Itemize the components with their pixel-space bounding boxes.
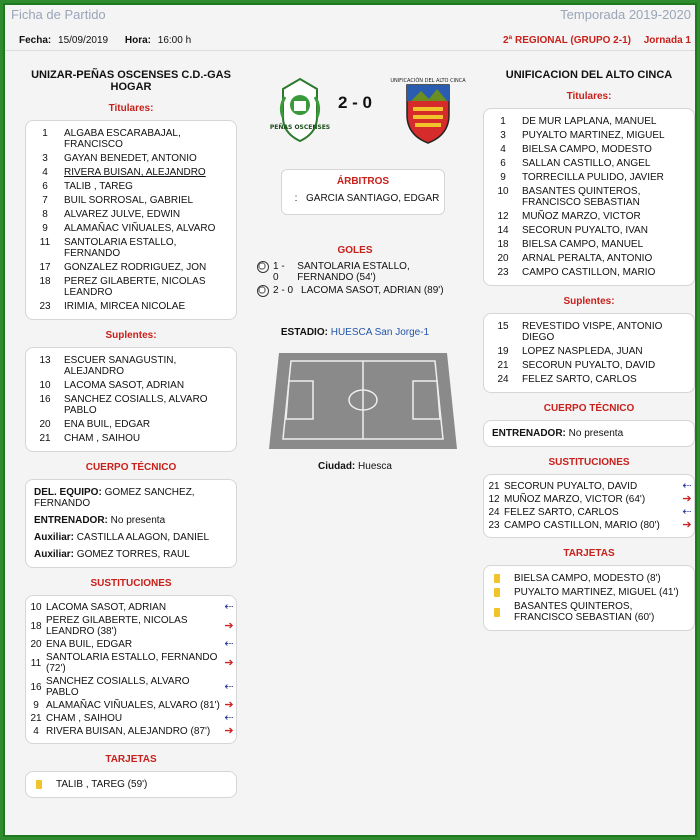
player-number: 7 (42, 195, 48, 206)
staff-row (26, 529, 236, 546)
away-team-name: UNIFICACION DEL ALTO CINCA (505, 69, 673, 81)
player-number: 9 (42, 223, 48, 234)
substitution-row (26, 726, 236, 737)
substitution-row (26, 639, 236, 650)
away-staff-list (483, 420, 695, 447)
sub-number: 23 (488, 520, 500, 531)
home-staff-title: CUERPO TÉCNICO (85, 462, 177, 473)
staff-name: No presenta (110, 515, 166, 526)
sub-name: PEREZ GILABERTE, NICOLAS LEANDRO (38') (46, 615, 188, 637)
goal-scorer: LACOMA SASOT, ADRIAN (89') (301, 285, 444, 296)
yellow-card-icon (494, 588, 500, 597)
player-number: 6 (42, 181, 48, 192)
sub-name: LACOMA SASOT, ADRIAN (46, 602, 167, 613)
away-staff-title: CUERPO TÉCNICO (543, 403, 635, 414)
substitution-row (26, 700, 236, 711)
player-number: 16 (39, 394, 51, 405)
arrow-right-icon: ➔ (224, 725, 234, 737)
player-name: TORRECILLA PULIDO, JAVIER (522, 172, 664, 183)
sub-name: ENA BUIL, EDGAR (46, 639, 133, 650)
player-name: RIVERA BUISAN, ALEJANDRO (64, 167, 206, 178)
player-name: LACOMA SASOT, ADRIAN (64, 380, 185, 391)
player-name: FELEZ SARTO, CARLOS (522, 374, 637, 385)
home-subs-list (25, 347, 237, 452)
staff-name: GOMEZ SANCHEZ, FERNANDO (34, 487, 195, 509)
home-changes-list (25, 595, 237, 744)
substitution-row (26, 602, 236, 613)
player-row[interactable] (26, 223, 236, 234)
player-number: 23 (497, 267, 509, 278)
player-name: BIELSA CAMPO, MANUEL (522, 239, 644, 250)
sub-name: FELEZ SARTO, CARLOS (504, 507, 619, 518)
sub-name: SANTOLARIA ESTALLO, FERNANDO (72') (46, 652, 218, 674)
time-value: 16:00 h (157, 35, 192, 46)
stadium-label: ESTADIO: (280, 327, 328, 338)
sub-name: ALAMAÑAC VIÑUALES, ALVARO (81') (46, 700, 220, 711)
arrow-right-icon: ➔ (224, 619, 234, 632)
arrow-right-icon: ➔ (682, 493, 692, 505)
round-label: Jornada 1 (643, 35, 691, 46)
goals-list (255, 259, 455, 299)
player-name: ARNAL PERALTA, ANTONIO (522, 253, 653, 264)
stadium-row (255, 327, 455, 338)
substitution-row (26, 652, 236, 674)
staff-row (26, 546, 236, 563)
date-label: Fecha: (19, 35, 52, 46)
home-team-logo (269, 77, 331, 145)
player-number: 10 (39, 380, 51, 391)
referee-prefix: : (294, 193, 298, 204)
sub-number: 20 (30, 639, 42, 650)
date-value: 15/09/2019 (58, 35, 109, 46)
goals-title: GOLES (337, 245, 373, 256)
substitution-row (26, 615, 236, 637)
player-name: SALLAN CASTILLO, ANGEL (522, 158, 651, 169)
date-time (19, 35, 191, 46)
player-number: 19 (497, 346, 509, 357)
player-number: 8 (42, 209, 48, 220)
player-row[interactable] (484, 239, 694, 250)
player-name: BIELSA CAMPO, MODESTO (522, 144, 652, 155)
card-player: BIELSA CAMPO, MODESTO (8') (514, 573, 661, 584)
player-number: 4 (42, 167, 48, 178)
player-number: 1 (500, 116, 506, 127)
sub-number: 21 (30, 713, 42, 724)
player-row[interactable] (26, 262, 236, 273)
sub-name: SANCHEZ COSIALLS, ALVARO PABLO (46, 676, 190, 698)
city-value: Huesca (358, 461, 392, 472)
card-row (484, 587, 694, 598)
home-cards-list (25, 771, 237, 798)
player-row[interactable] (26, 209, 236, 220)
goal-row (255, 261, 455, 283)
player-name: PEREZ GILABERTE, NICOLAS LEANDRO (64, 276, 206, 298)
substitution-row (484, 494, 694, 505)
pitch-image (269, 353, 457, 449)
player-number: 9 (500, 172, 506, 183)
player-row[interactable] (484, 321, 694, 343)
yellow-card-icon (494, 608, 500, 617)
player-row[interactable] (484, 130, 694, 141)
sub-name: CHAM , SAIHOU (46, 713, 123, 724)
away-team-column (483, 57, 695, 631)
player-number: 21 (497, 360, 509, 371)
player-name: PUYALTO MARTINEZ, MIGUEL (522, 130, 665, 141)
arrow-left-icon: ⇠ (224, 680, 234, 693)
player-row[interactable] (484, 144, 694, 155)
goal-row (255, 285, 455, 297)
player-row[interactable] (484, 158, 694, 169)
competition-name: 2ª REGIONAL (GRUPO 2-1) (502, 35, 631, 46)
player-name: ALGABA ESCARABAJAL, FRANCISCO (64, 128, 181, 150)
player-number: 20 (39, 419, 51, 430)
player-name: LOPEZ NASPLEDA, JUAN (522, 346, 643, 357)
player-row[interactable] (26, 195, 236, 206)
home-starters-list (25, 120, 237, 320)
home-logo-text: PEÑAS OSCENSES (269, 124, 331, 131)
staff-role: ENTRENADOR: (492, 428, 566, 439)
soccer-ball-icon (257, 261, 269, 273)
player-name: TALIB , TAREG (64, 181, 133, 192)
player-row[interactable] (484, 374, 694, 385)
sub-number: 10 (30, 602, 42, 613)
player-row[interactable] (26, 276, 236, 298)
player-name: ENA BUIL, EDGAR (64, 419, 151, 430)
sub-number: 21 (488, 481, 500, 492)
away-subs-title: Suplentes: (563, 296, 615, 307)
player-row[interactable] (484, 211, 694, 222)
away-logo-text: UNIFICACIÓN DEL ALTO CINCA (390, 78, 466, 84)
player-name: IRIMIA, MIRCEA NICOLAE (64, 301, 186, 312)
player-name: ALAMAÑAC VIÑUALES, ALVARO (64, 223, 216, 234)
player-name: BASANTES QUINTEROS, FRANCISCO SEBASTIAN (522, 186, 641, 208)
player-row[interactable] (484, 253, 694, 264)
sub-name: MUÑOZ MARZO, VICTOR (64') (504, 494, 646, 505)
substitution-row (26, 713, 236, 724)
time-label: Hora: (124, 35, 151, 46)
away-cards-list (483, 565, 695, 631)
player-name: ALVAREZ JULVE, EDWIN (64, 209, 181, 220)
player-number: 20 (497, 253, 509, 264)
arrow-left-icon: ⇠ (682, 506, 692, 518)
player-row[interactable] (26, 419, 236, 430)
away-team-logo (390, 75, 466, 145)
sub-number: 24 (488, 507, 500, 518)
away-changes-list (483, 474, 695, 538)
staff-role: DEL. EQUIPO: (34, 487, 102, 498)
goal-score: 2 - 0 (273, 285, 294, 296)
away-cards-title: TARJETAS (563, 548, 615, 559)
player-name: SECORUN PUYALTO, IVAN (522, 225, 648, 236)
player-number: 24 (497, 374, 509, 385)
player-name: SANCHEZ COSIALLS, ALVARO PABLO (64, 394, 208, 416)
player-row[interactable] (26, 433, 236, 444)
player-name: GONZALEZ RODRIGUEZ, JON (64, 262, 207, 273)
page-title: Ficha de Partido (11, 7, 106, 22)
away-starters-title: Titulares: (566, 91, 612, 102)
player-number: 18 (497, 239, 509, 250)
arrow-right-icon: ➔ (224, 656, 234, 669)
player-number: 13 (39, 355, 51, 366)
player-name: SANTOLARIA ESTALLO, FERNANDO (64, 237, 177, 259)
card-player: BASANTES QUINTEROS, FRANCISCO SEBASTIAN (60') (514, 601, 655, 623)
player-number: 14 (497, 225, 509, 236)
staff-row (484, 425, 694, 442)
player-number: 6 (500, 158, 506, 169)
player-row[interactable] (26, 153, 236, 164)
sub-name: RIVERA BUISAN, ALEJANDRO (87') (46, 726, 211, 737)
arrow-left-icon: ⇠ (682, 480, 692, 492)
card-row (26, 779, 236, 790)
player-number: 3 (42, 153, 48, 164)
city-label: Ciudad: (318, 461, 356, 472)
home-subs-title: Suplentes: (105, 330, 157, 341)
match-info-bar (5, 29, 695, 51)
sub-name: CAMPO CASTILLON, MARIO (80') (504, 520, 660, 531)
substitution-row (484, 507, 694, 518)
sub-number: 9 (33, 700, 39, 711)
player-number: 11 (39, 237, 51, 248)
substitution-row (26, 676, 236, 698)
player-name: BUIL SORROSAL, GABRIEL (64, 195, 194, 206)
substitution-row (484, 520, 694, 531)
player-name: SECORUN PUYALTO, DAVID (522, 360, 656, 371)
arrow-left-icon: ⇠ (224, 712, 234, 724)
card-row (484, 601, 694, 623)
staff-name: CASTILLA ALAGON, DANIEL (76, 532, 210, 543)
player-number: 3 (500, 130, 506, 141)
player-row[interactable] (26, 380, 236, 391)
player-row[interactable] (26, 181, 236, 192)
player-number: 15 (497, 321, 509, 332)
player-number: 17 (39, 262, 51, 273)
player-row[interactable] (484, 360, 694, 371)
card-player: TALIB , TAREG (59') (56, 779, 148, 790)
player-row[interactable] (26, 355, 236, 377)
player-name: CAMPO CASTILLON, MARIO (522, 267, 656, 278)
sub-number: 4 (33, 726, 39, 737)
referees-title: ÁRBITROS (336, 176, 390, 187)
staff-row (26, 512, 236, 529)
goal-scorer: SANTOLARIA ESTALLO, FERNANDO (54') (297, 261, 410, 283)
soccer-ball-icon (257, 285, 269, 297)
sub-number: 12 (488, 494, 500, 505)
sub-name: SECORUN PUYALTO, DAVID (504, 481, 638, 492)
player-row[interactable] (484, 225, 694, 236)
player-row[interactable] (484, 116, 694, 127)
substitution-row (484, 481, 694, 492)
arrow-left-icon: ⇠ (224, 638, 234, 650)
match-score: 2 - 0 (337, 93, 373, 112)
referee-row (286, 193, 440, 204)
player-name: CHAM , SAIHOU (64, 433, 141, 444)
player-name: ESCUER SANAGUSTIN, ALEJANDRO (64, 355, 177, 377)
away-changes-title: SUSTITUCIONES (548, 457, 630, 468)
player-row[interactable] (484, 186, 694, 208)
player-name: GAYAN BENEDET, ANTONIO (64, 153, 197, 164)
match-sheet (3, 3, 697, 837)
home-cards-title: TARJETAS (105, 754, 157, 765)
player-number: 21 (39, 433, 51, 444)
staff-role: Auxiliar: (34, 549, 75, 560)
player-row[interactable] (26, 128, 236, 150)
sub-number: 18 (30, 620, 42, 632)
player-row[interactable] (26, 237, 236, 259)
player-number: 12 (497, 211, 509, 222)
city-row (255, 461, 455, 472)
home-changes-title: SUSTITUCIONES (90, 578, 172, 589)
yellow-card-icon (36, 780, 42, 789)
player-row[interactable] (484, 346, 694, 357)
player-row[interactable] (26, 301, 236, 312)
referee-name: GARCIA SANTIAGO, EDGAR (306, 193, 440, 204)
player-name: REVESTIDO VISPE, ANTONIO DIEGO (522, 321, 663, 343)
player-number: 1 (42, 128, 48, 139)
goal-score: 1 - 0 (273, 261, 285, 283)
player-row[interactable] (26, 167, 236, 178)
yellow-card-icon (494, 574, 500, 583)
home-starters-title: Titulares: (108, 103, 154, 114)
card-row (484, 573, 694, 584)
home-team-name: UNIZAR-PEÑAS OSCENSES C.D.-GAS HOGAR (31, 69, 231, 93)
player-row[interactable] (484, 172, 694, 183)
home-staff-list (25, 479, 237, 568)
title-bar (5, 5, 695, 25)
player-row[interactable] (484, 267, 694, 278)
sub-number: 16 (30, 681, 42, 693)
referees-box (281, 169, 445, 215)
staff-name: GOMEZ TORRES, RAUL (76, 549, 190, 560)
home-team-column (25, 57, 237, 798)
staff-role: ENTRENADOR: (34, 515, 108, 526)
away-starters-list (483, 108, 695, 286)
season-label: Temporada 2019-2020 (560, 7, 691, 22)
staff-name: No presenta (568, 428, 624, 439)
competition-info (503, 35, 691, 46)
stadium-link[interactable]: HUESCA San Jorge-1 (330, 327, 430, 338)
staff-row (26, 484, 236, 512)
card-player: PUYALTO MARTINEZ, MIGUEL (41') (514, 587, 679, 598)
player-row[interactable] (26, 394, 236, 416)
arrow-right-icon: ➔ (682, 519, 692, 531)
sub-number: 11 (30, 657, 42, 669)
player-number: 18 (39, 276, 51, 287)
player-name: MUÑOZ MARZO, VICTOR (522, 211, 641, 222)
arrow-right-icon: ➔ (224, 699, 234, 711)
player-number: 23 (39, 301, 51, 312)
player-number: 4 (500, 144, 506, 155)
away-subs-list (483, 313, 695, 393)
staff-role: Auxiliar: (34, 532, 75, 543)
arrow-left-icon: ⇠ (224, 601, 234, 613)
player-number: 10 (497, 186, 509, 197)
player-name: DE MUR LAPLANA, MANUEL (522, 116, 657, 127)
